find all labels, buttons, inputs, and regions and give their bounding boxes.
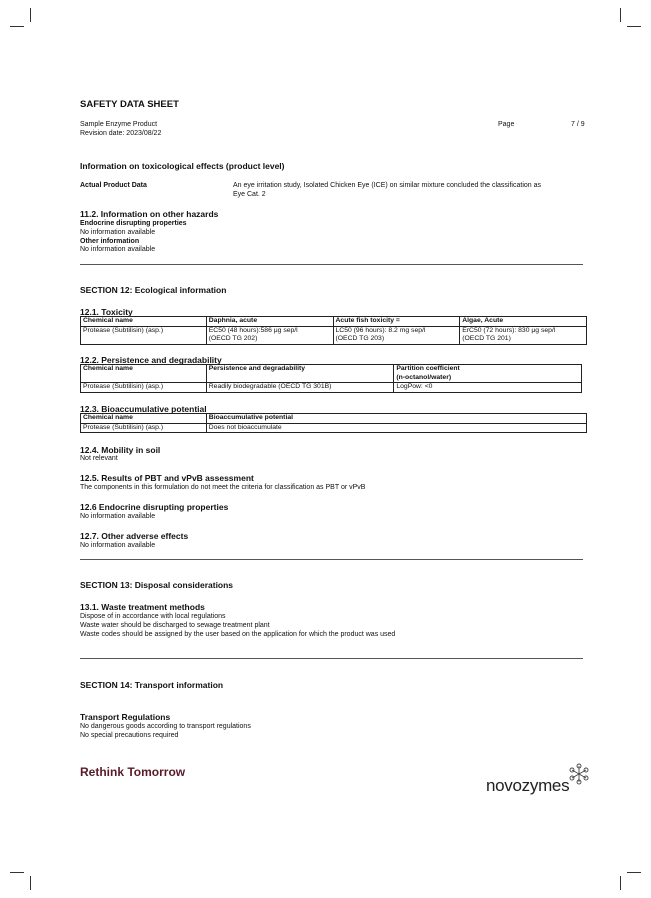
table-header: Daphnia, acute (206, 317, 333, 327)
section-14-heading: SECTION 14: Transport information (80, 680, 224, 690)
crop-mark (10, 26, 24, 27)
transport-line: No special precautions required (80, 732, 179, 739)
table-cell: LogPow: <0 (394, 383, 582, 393)
table-row (81, 383, 582, 393)
table-header-row (81, 365, 582, 383)
crop-mark (30, 876, 31, 890)
table-header: Acute fish toxicity = (333, 317, 460, 327)
crop-mark (620, 876, 621, 890)
table-cell: Readily biodegradable (OECD TG 301B) (206, 383, 394, 393)
table-header-row (81, 317, 587, 327)
crop-mark (10, 872, 24, 873)
tox-heading: Information on toxicological effects (product level) (80, 161, 285, 171)
table-header: Bioaccumulative potential (206, 414, 586, 424)
section-12-heading: SECTION 12: Ecological information (80, 285, 227, 295)
subheading: Other information (80, 238, 140, 245)
persistence-table (80, 364, 582, 393)
toxicity-heading: 12.1. Toxicity (80, 307, 133, 317)
table-header: Chemical name (81, 414, 207, 424)
table-row (81, 326, 587, 344)
endocrine-heading: 12.6 Endocrine disrupting properties (80, 502, 229, 512)
section-13-heading: SECTION 13: Disposal considerations (80, 580, 234, 590)
table-row (81, 423, 587, 433)
divider (80, 264, 583, 265)
table-cell: Protease (Subtilisin) (asp.) (81, 383, 207, 393)
table-header: (n-octanol/water) (396, 373, 452, 381)
table-cell: (OECD TG 202) (208, 335, 258, 342)
page-number: 7 / 9 (571, 121, 585, 128)
table-header-row (81, 414, 587, 424)
section-11-2-heading: 11.2. Information on other hazards (80, 209, 219, 219)
other-effects-heading: 12.7. Other adverse effects (80, 531, 189, 541)
document-title: SAFETY DATA SHEET (80, 99, 179, 110)
text: No information available (80, 246, 156, 253)
table-header: Algae, Acute (460, 317, 587, 327)
mobility-heading: 12.4. Mobility in soil (80, 445, 161, 455)
waste-line: Waste water should be discharged to sewage treatment plant (80, 622, 270, 629)
text: No information available (80, 229, 156, 236)
crop-mark (627, 26, 641, 27)
transport-heading: Transport Regulations (80, 712, 171, 722)
revision-date: Revision date: 2023/08/22 (80, 130, 162, 137)
table-cell: Protease (Subtilisin) (asp.) (83, 326, 164, 334)
waste-heading: 13.1. Waste treatment methods (80, 602, 205, 612)
table-header: Partition coefficient (396, 365, 460, 372)
table-cell: (OECD TG 203) (335, 335, 385, 342)
divider (80, 658, 583, 659)
pbt-text: The components in this formulation do not meet the criteria for classification as PBT or vPvB (80, 484, 366, 491)
table-cell: Protease (Subtilisin) (asp.) (81, 423, 207, 433)
table-cell: EC50 (48 hours):586 μg sep/l (208, 326, 298, 334)
subheading: Endocrine disrupting properties (80, 220, 187, 227)
crop-mark (620, 8, 621, 22)
table-header: Persistence and degradability (206, 365, 394, 383)
bioacc-table (80, 413, 587, 433)
persistence-heading: 12.2. Persistence and degradability (80, 355, 222, 365)
toxicity-table (80, 316, 587, 345)
bioacc-heading: 12.3. Bioaccumulative potential (80, 404, 207, 414)
waste-line: Dispose of in accordance with local regulations (80, 613, 226, 620)
company-logo-text: novozymes (486, 776, 570, 795)
crop-mark (30, 8, 31, 22)
mobility-text: Not relevant (80, 455, 118, 462)
snowflake-logo-icon (566, 763, 592, 785)
product-name: Sample Enzyme Product (80, 121, 158, 128)
transport-line: No dangerous goods according to transport regulations (80, 723, 251, 730)
other-effects-text: No information available (80, 542, 156, 549)
page-label: Page (498, 121, 515, 128)
table-cell: ErC50 (72 hours): 830 μg sep/l (462, 326, 556, 334)
table-cell: Does not bioaccumulate (206, 423, 586, 433)
table-cell: (OECD TG 201) (462, 335, 511, 342)
endocrine-text: No information available (80, 513, 156, 520)
tagline: Rethink Tomorrow (80, 765, 186, 779)
tox-text: Eye Cat. 2 (233, 191, 266, 198)
tox-label: Actual Product Data (80, 182, 147, 189)
divider (80, 559, 583, 560)
crop-mark (627, 872, 641, 873)
table-header: Chemical name (81, 317, 207, 327)
pbt-heading: 12.5. Results of PBT and vPvB assessment (80, 473, 254, 483)
table-header: Chemical name (81, 365, 207, 383)
waste-line: Waste codes should be assigned by the user based on the application for which the product was used (80, 631, 396, 638)
table-cell: LC50 (96 hours): 8.2 mg sep/l (335, 326, 426, 334)
tox-text: An eye irritation study, Isolated Chicken Eye (ICE) on similar mixture concluded the classification as (233, 182, 542, 189)
